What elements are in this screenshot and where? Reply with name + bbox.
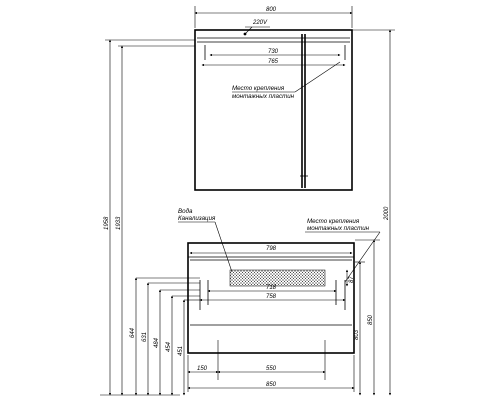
dim-850-width-label: 850 — [266, 382, 277, 388]
dim-2000-label: 2000 — [384, 206, 390, 220]
vanity-mount-label-2: монтажных пластин — [307, 225, 370, 232]
mirror-cabinet — [195, 6, 352, 190]
sewer-label: Канализация — [178, 215, 216, 222]
dim-730-label: 730 — [268, 49, 279, 55]
dim-798-label: 798 — [266, 246, 277, 252]
utility-hatch-zone — [230, 270, 325, 286]
dim-451-label: 451 — [178, 345, 184, 356]
power-label: 220V — [253, 20, 268, 26]
dim-800-label: 800 — [266, 7, 277, 13]
dim-1958-label: 1958 — [104, 216, 110, 230]
water-leader — [215, 222, 232, 272]
dim-87-label: 87 — [349, 276, 355, 283]
dim-850-height-label: 850 — [368, 314, 374, 325]
water-label: Вода — [178, 208, 193, 215]
dim-631-label: 631 — [142, 331, 148, 342]
dim-454-label: 454 — [166, 341, 172, 352]
dim-758-label: 758 — [266, 294, 277, 300]
dim-150-label: 150 — [197, 366, 208, 372]
dim-1933-label: 1933 — [116, 216, 122, 230]
dim-803-label: 803 — [354, 329, 360, 340]
dim-484-label: 484 — [154, 337, 160, 348]
cab-mount-label-1: Место крепления — [232, 85, 285, 92]
vanity-unit — [178, 208, 380, 392]
right-height-dimensions — [352, 30, 395, 395]
vanity-mount-label-1: Место крепления — [307, 218, 360, 225]
cab-mount-label-2: монтажных пластин — [232, 93, 295, 100]
dim-550-label: 550 — [266, 366, 277, 372]
dim-644-label: 644 — [130, 327, 136, 338]
dim-765-label: 765 — [268, 59, 279, 65]
dim-718-label: 718 — [266, 285, 277, 291]
